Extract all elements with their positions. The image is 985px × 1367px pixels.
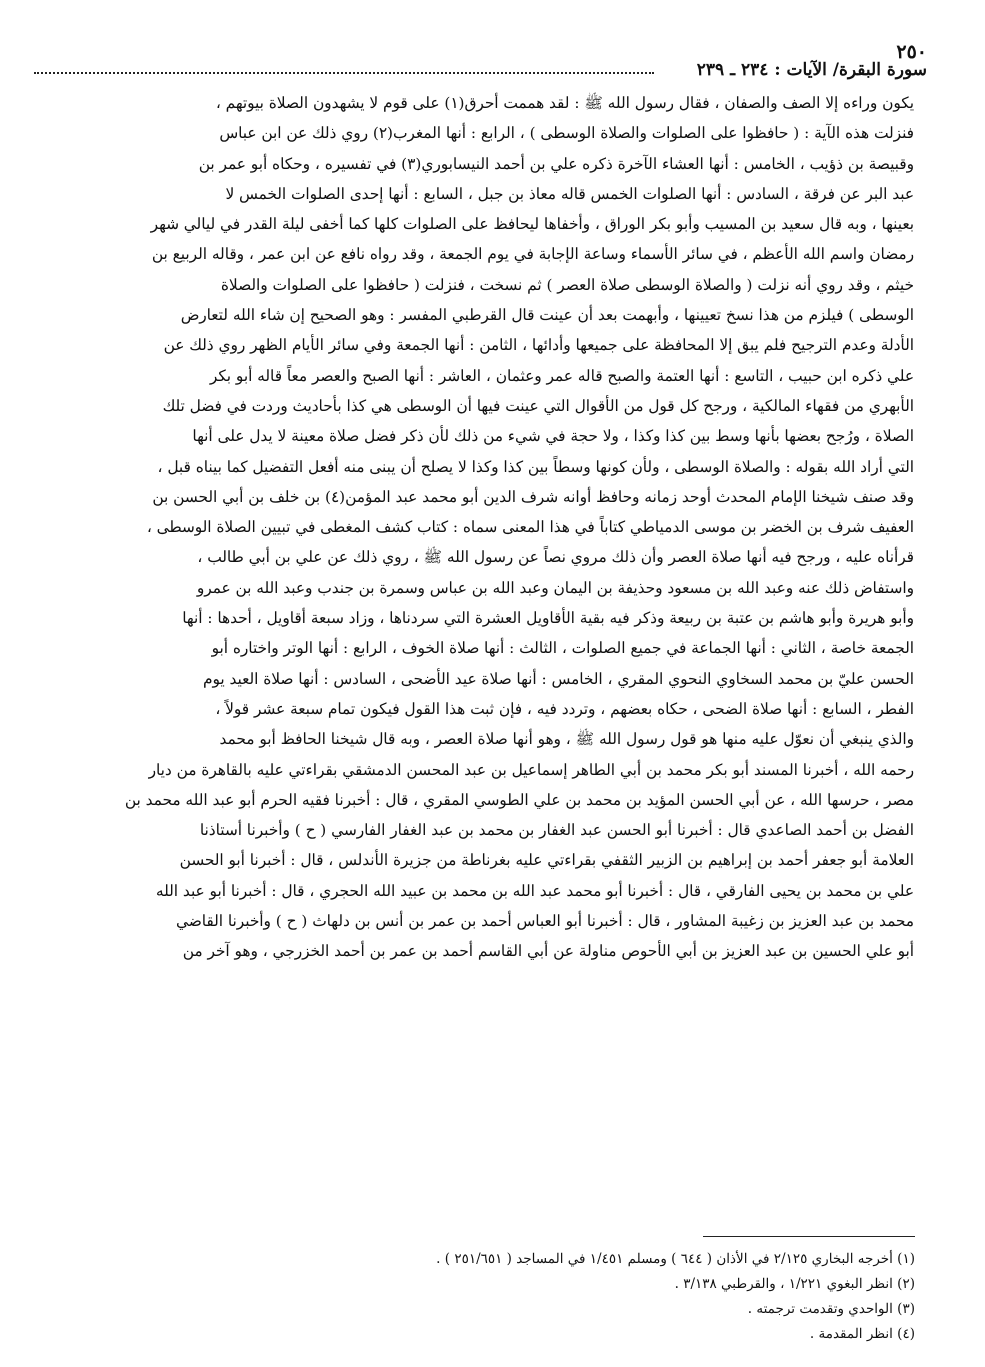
footnote-2: (٢) انظر البغوي ١/٢٢١ ، والقرطبي ٣/١٣٨ . xyxy=(674,1276,915,1292)
page-number: ٢٥٠ xyxy=(896,41,927,63)
text-line: أبو علي الحسين بن عبد العزيز بن أبي الأحوص مناولة عن أبي القاسم أحمد بن عمر بن أحمد الخزرجي ، وهو آخر من xyxy=(182,942,914,961)
text-line: الفطر ، السابع : أنها صلاة الضحى ، حكاه بعضهم ، وتردد فيه ، فإن ثبت هذا القول فيكون تمام سبعة عشر قولاً ، xyxy=(215,699,914,718)
text-line: رحمه الله ، أخبرنا المسند أبو بكر محمد بن أبي الطاهر إسماعيل بن عبد المحسن الدمشقي بقراءتي عليه بالقاهرة من ديار xyxy=(148,760,914,779)
text-line: الجمعة خاصة ، الثاني : أنها الجماعة في جميع الصلوات ، الثالث : أنها صلاة الخوف ، الرابع : أنها الوتر واختاره أبو xyxy=(211,639,914,658)
text-line: وقد صنف شيخنا الإمام المحدث أوحد زمانه وحافظ أوانه شرف الدين أبو محمد عبد المؤمن(٤) بن خلف بن أبي الحسن بن xyxy=(152,487,914,506)
text-line: العلامة أبو جعفر أحمد بن إبراهيم بن الزبير الثقفي بقراءتي عليه بغرناطة من جزيرة الأندلس ، قال : أخبرنا أبو الحسن xyxy=(179,851,914,870)
text-line: علي بن محمد بن يحيى الفارقي ، قال : أخبرنا أبو محمد عبد الله بن محمد بن عبيد الله الحجري ، قال : أخبرنا أبو عبد الله xyxy=(155,881,914,900)
text-line: رمضان واسم الله الأعظم ، في سائر الأسماء وساعة الإجابة في يوم الجمعة ، وقد رواه نافع عن ابن عمر ، وقاله الربيع بن xyxy=(151,245,914,264)
text-line: محمد بن عبد العزيز بن زغيبة المشاور ، قال : أخبرنا أبو العباس أحمد بن عمر بن أنس بن دلهاث ( ح ) وأخبرنا القاضي xyxy=(175,912,914,931)
text-line: علي ذكره ابن حبيب ، التاسع : أنها العتمة والصبح قاله عمر وعثمان ، العاشر : أنها الصبح والعصر معاً قاله أبو بكر xyxy=(209,366,914,385)
header-dotted-rule xyxy=(34,72,654,74)
main-text xyxy=(66,88,914,967)
footnote-4: (٤) انظر المقدمة . xyxy=(809,1326,915,1342)
footnotes xyxy=(235,1247,915,1347)
text-line: يكون وراءه إلا الصف والصفان ، فقال رسول الله ﷺ : لقد هممت أحرق(١) على قوم لا يشهدون الصلاة بيوتهم ، xyxy=(215,94,914,112)
text-line: الأدلة وعدم الترجيح فلم يبق إلا المحافظة على جميعها وأدائها ، الثامن : أنها الجمعة وفي سائر الأيام الظهر روي ذلك عن xyxy=(163,336,914,355)
text-line: وأبو هريرة وأبو هاشم بن عتبة بن ربيعة وذكر فيه بقية الأقاويل العشرة التي سردناها ، وزاد سبعة أقاويل ، أحدها : أنها xyxy=(182,609,914,628)
text-line: والذي ينبغي أن نعوّل عليه منها هو قول رسول الله ﷺ ، وهو أنها صلاة العصر ، وبه قال شيخنا الحافظ أبو محمد xyxy=(219,730,914,749)
text-line: وقبيصة بن ذؤيب ، الخامس : أنها العشاء الآخرة ذكره علي بن أحمد النيسابوري(٣) في تفسيره ، وحكاه أبو عمر بن xyxy=(198,154,914,173)
text-line: الفضل بن أحمد الصاعدي قال : أخبرنا أبو الحسن عبد الغفار بن محمد بن عبد الغفار الفارسي ( ح ) وأخبرنا أستاذنا xyxy=(199,821,914,840)
text-line: الحسن عليّ بن محمد السخاوي النحوي المقري ، الخامس : أنها صلاة عيد الأضحى ، السادس : أنها صلاة العيد يوم xyxy=(203,669,914,688)
text-line: الوسطى ) فيلزم من هذا نسخ تعيينها ، وأبهمت بعد أن عينت قال القرطبي المفسر : وهو الصحيح إن شاء الله لتعارض xyxy=(180,306,914,325)
text-line: مصر ، حرسها الله ، عن أبي الحسن المؤيد بن محمد بن علي الطوسي المقري ، قال : أخبرنا فقيه الحرم أبو عبد الله محمد بن xyxy=(124,790,914,809)
footnote-3: (٣) الواحدي وتقدمت ترجمته . xyxy=(747,1301,915,1317)
text-line: العفيف شرف بن الخضر بن موسى الدمياطي كتاباً في هذا المعنى سماه : كتاب كشف المغطى في تبيين الصلاة الوسطى ، xyxy=(146,518,914,537)
text-line: التي أراد الله بقوله : والصلاة الوسطى ، ولأن كونها وسطاً بين كذا وكذا لا يصلح أن يبنى منه أفعل التفضيل كما بيناه قبل ، xyxy=(157,457,914,476)
text-line: فنزلت هذه الآية : ( حافظوا على الصلوات والصلاة الوسطى ) ، الرابع : أنها المغرب(٢) روي ذلك عن ابن عباس xyxy=(219,124,914,143)
text-line: واستفاض ذلك عنه وعبد الله بن مسعود وحذيفة بن اليمان وعبد الله بن عباس وسمرة بن جندب وعبد الله بن عمرو xyxy=(196,578,914,597)
running-title: سورة البقرة/ الآيات : ٢٣٤ ـ ٢٣٩ xyxy=(696,60,927,80)
text-line: الصلاة ، ورُجح بعضها بأنها وسط بين كذا وكذا ، ولا حجة في شيء من ذلك لأن ذكر فضل صلاة معينة لا يدل على أنها xyxy=(192,427,914,446)
text-line: عبد البر عن فرقة ، السادس : أنها الصلوات الخمس قاله معاذ بن جبل ، السابع : أنها إحدى الصلوات الخمس لا xyxy=(225,184,914,203)
footnote-separator xyxy=(703,1236,915,1237)
text-line: الأبهري من فقهاء المالكية ، ورجح كل قول من الأقوال التي عينت فيها أن الوسطى هي كذا بأحاديث وردت في فضل تلك xyxy=(162,396,914,415)
footnote-1: (١) أخرجه البخاري ٢/١٢٥ في الأذان ( ٦٤٤ ) ومسلم ١/٤٥١ في المساجد ( ٢٥١/٦٥١ ) . xyxy=(436,1251,915,1267)
page-header xyxy=(34,38,927,78)
text-line: قرأناه عليه ، ورجح فيه أنها صلاة العصر وأن ذلك مروي نصاً عن رسول الله ﷺ ، روي ذلك عن علي بن أبي طالب ، xyxy=(197,548,914,567)
text-line: خيثم ، وقد روي أنه نزلت ( والصلاة الوسطى صلاة العصر ) ثم نسخت ، فنزلت ( حافظوا على الصلوات والصلاة xyxy=(220,275,914,294)
text-line: بعينها ، وبه قال سعيد بن المسيب وأبو بكر الوراق ، وأخفاها ليحافظ على الصلوات كلها كما أخفى ليلة القدر في ليالي شهر xyxy=(150,215,914,234)
